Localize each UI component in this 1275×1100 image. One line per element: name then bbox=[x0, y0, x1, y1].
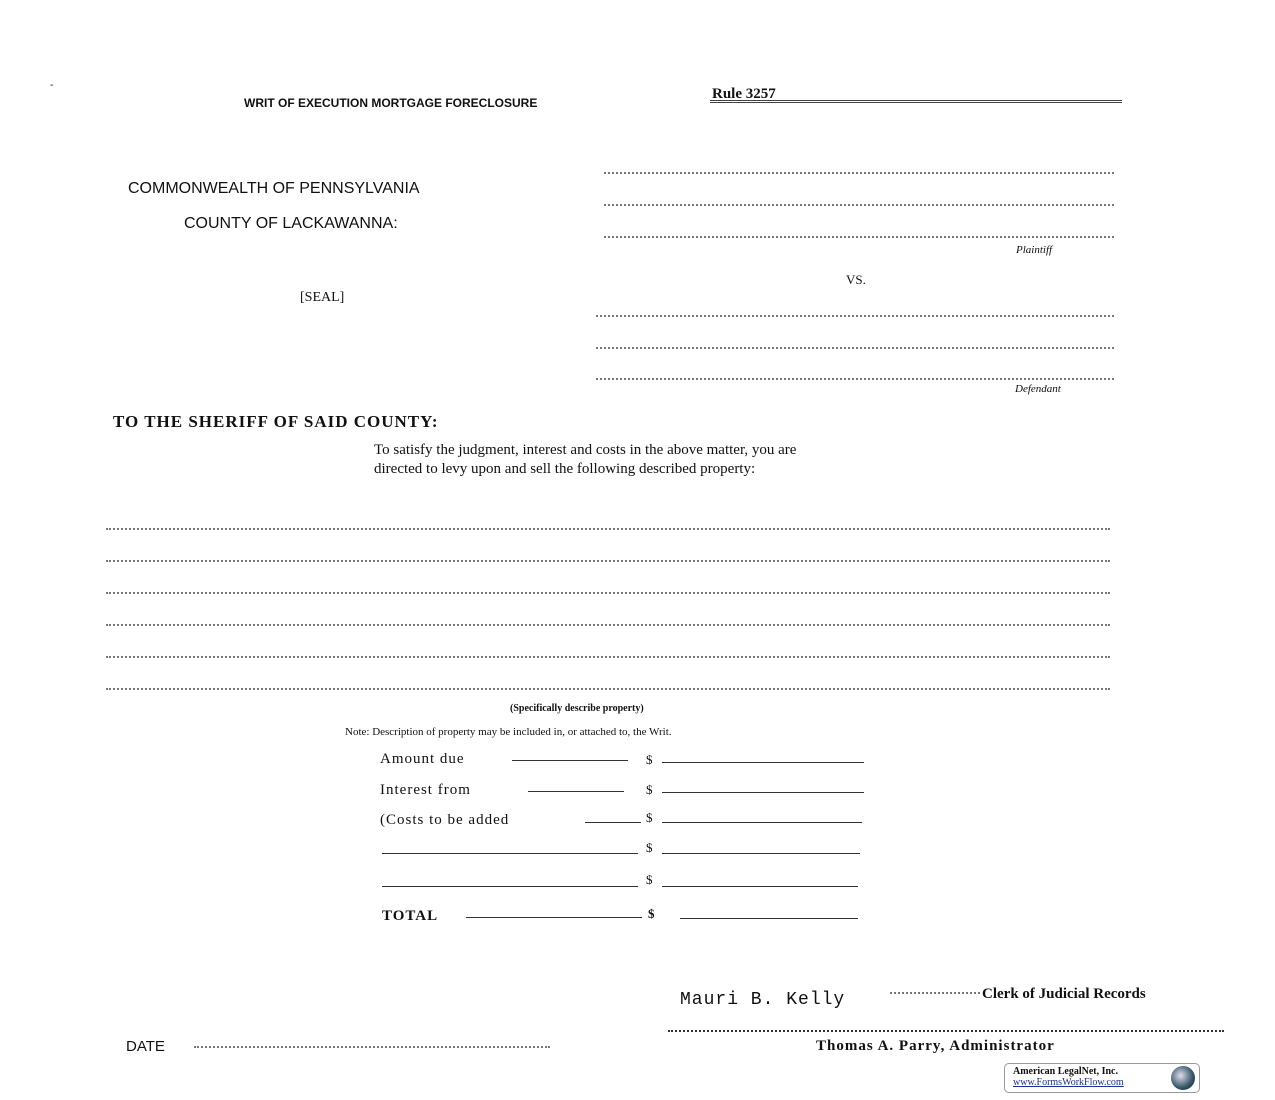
property-line-4[interactable] bbox=[106, 624, 1110, 626]
extra-label-field-1[interactable] bbox=[382, 853, 638, 854]
vs-label: VS. bbox=[846, 272, 866, 287]
amount-due-field[interactable] bbox=[662, 762, 864, 763]
globe-icon bbox=[1171, 1066, 1195, 1090]
company-url[interactable]: www.FormsWorkFlow.com bbox=[1013, 1077, 1124, 1088]
leader-line bbox=[528, 791, 624, 792]
describe-caption: (Specifically describe property) bbox=[510, 703, 644, 714]
extra-label-field-2[interactable] bbox=[382, 886, 638, 887]
currency-sign: $ bbox=[646, 782, 653, 797]
administrator-name: Thomas A. Parry, Administrator bbox=[816, 1038, 1055, 1054]
property-line-1[interactable] bbox=[106, 528, 1110, 530]
currency-sign: $ bbox=[646, 810, 653, 825]
note-text: Note: Description of property may be included in, or attached to, the Writ. bbox=[345, 726, 672, 738]
defendant-label: Defendant bbox=[1015, 383, 1061, 395]
property-line-3[interactable] bbox=[106, 592, 1110, 594]
sheriff-heading: TO THE SHERIFF OF SAID COUNTY: bbox=[113, 412, 439, 431]
signature-dots bbox=[890, 992, 980, 994]
legalnet-logo[interactable] bbox=[1004, 1063, 1200, 1093]
total-label: TOTAL bbox=[382, 908, 439, 924]
interest-field[interactable] bbox=[662, 792, 864, 793]
seal-label: [SEAL] bbox=[300, 290, 345, 305]
defendant-line-2[interactable] bbox=[596, 347, 1114, 349]
commonwealth-heading: COMMONWEALTH OF PENNSYLVANIA bbox=[128, 180, 420, 197]
defendant-line-3[interactable] bbox=[596, 378, 1114, 380]
instruction-line-2: directed to levy upon and sell the following described property: bbox=[374, 461, 756, 477]
total-field[interactable] bbox=[680, 918, 858, 919]
leader-line bbox=[585, 822, 641, 823]
property-line-6[interactable] bbox=[106, 688, 1110, 690]
scan-mark: - bbox=[50, 80, 54, 91]
extra-amount-field-1[interactable] bbox=[662, 853, 860, 854]
extra-amount-field-2[interactable] bbox=[662, 886, 858, 887]
costs-field[interactable] bbox=[662, 822, 862, 823]
property-line-2[interactable] bbox=[106, 560, 1110, 562]
clerk-name: Mauri B. Kelly bbox=[680, 990, 846, 1010]
plaintiff-label: Plaintiff bbox=[1016, 244, 1053, 256]
interest-from-label: Interest from bbox=[380, 782, 471, 798]
defendant-line-1[interactable] bbox=[596, 315, 1114, 317]
currency-sign: $ bbox=[646, 840, 653, 855]
currency-sign: $ bbox=[648, 906, 655, 921]
costs-label: (Costs to be added bbox=[380, 812, 510, 828]
date-label: DATE bbox=[126, 1038, 165, 1055]
property-line-5[interactable] bbox=[106, 656, 1110, 658]
currency-sign: $ bbox=[646, 752, 653, 767]
county-heading: COUNTY OF LACKAWANNA: bbox=[184, 215, 398, 232]
amount-due-label: Amount due bbox=[380, 751, 465, 767]
leader-line bbox=[466, 917, 642, 918]
administrator-signature-line[interactable] bbox=[668, 1030, 1224, 1032]
form-title: WRIT OF EXECUTION MORTGAGE FORECLOSURE bbox=[244, 96, 538, 110]
currency-sign: $ bbox=[646, 872, 653, 887]
rule-number: Rule 3257 bbox=[712, 86, 776, 102]
plaintiff-line-1[interactable] bbox=[604, 172, 1114, 174]
date-field[interactable] bbox=[194, 1046, 550, 1048]
plaintiff-line-3[interactable] bbox=[604, 236, 1114, 238]
company-name: American LegalNet, Inc. bbox=[1013, 1066, 1118, 1077]
plaintiff-line-2[interactable] bbox=[604, 204, 1114, 206]
leader-line bbox=[512, 760, 628, 761]
rule-underline bbox=[710, 100, 1122, 103]
instruction-line-1: To satisfy the judgment, interest and costs in the above matter, you are bbox=[374, 442, 797, 458]
clerk-title: Clerk of Judicial Records bbox=[982, 986, 1146, 1002]
